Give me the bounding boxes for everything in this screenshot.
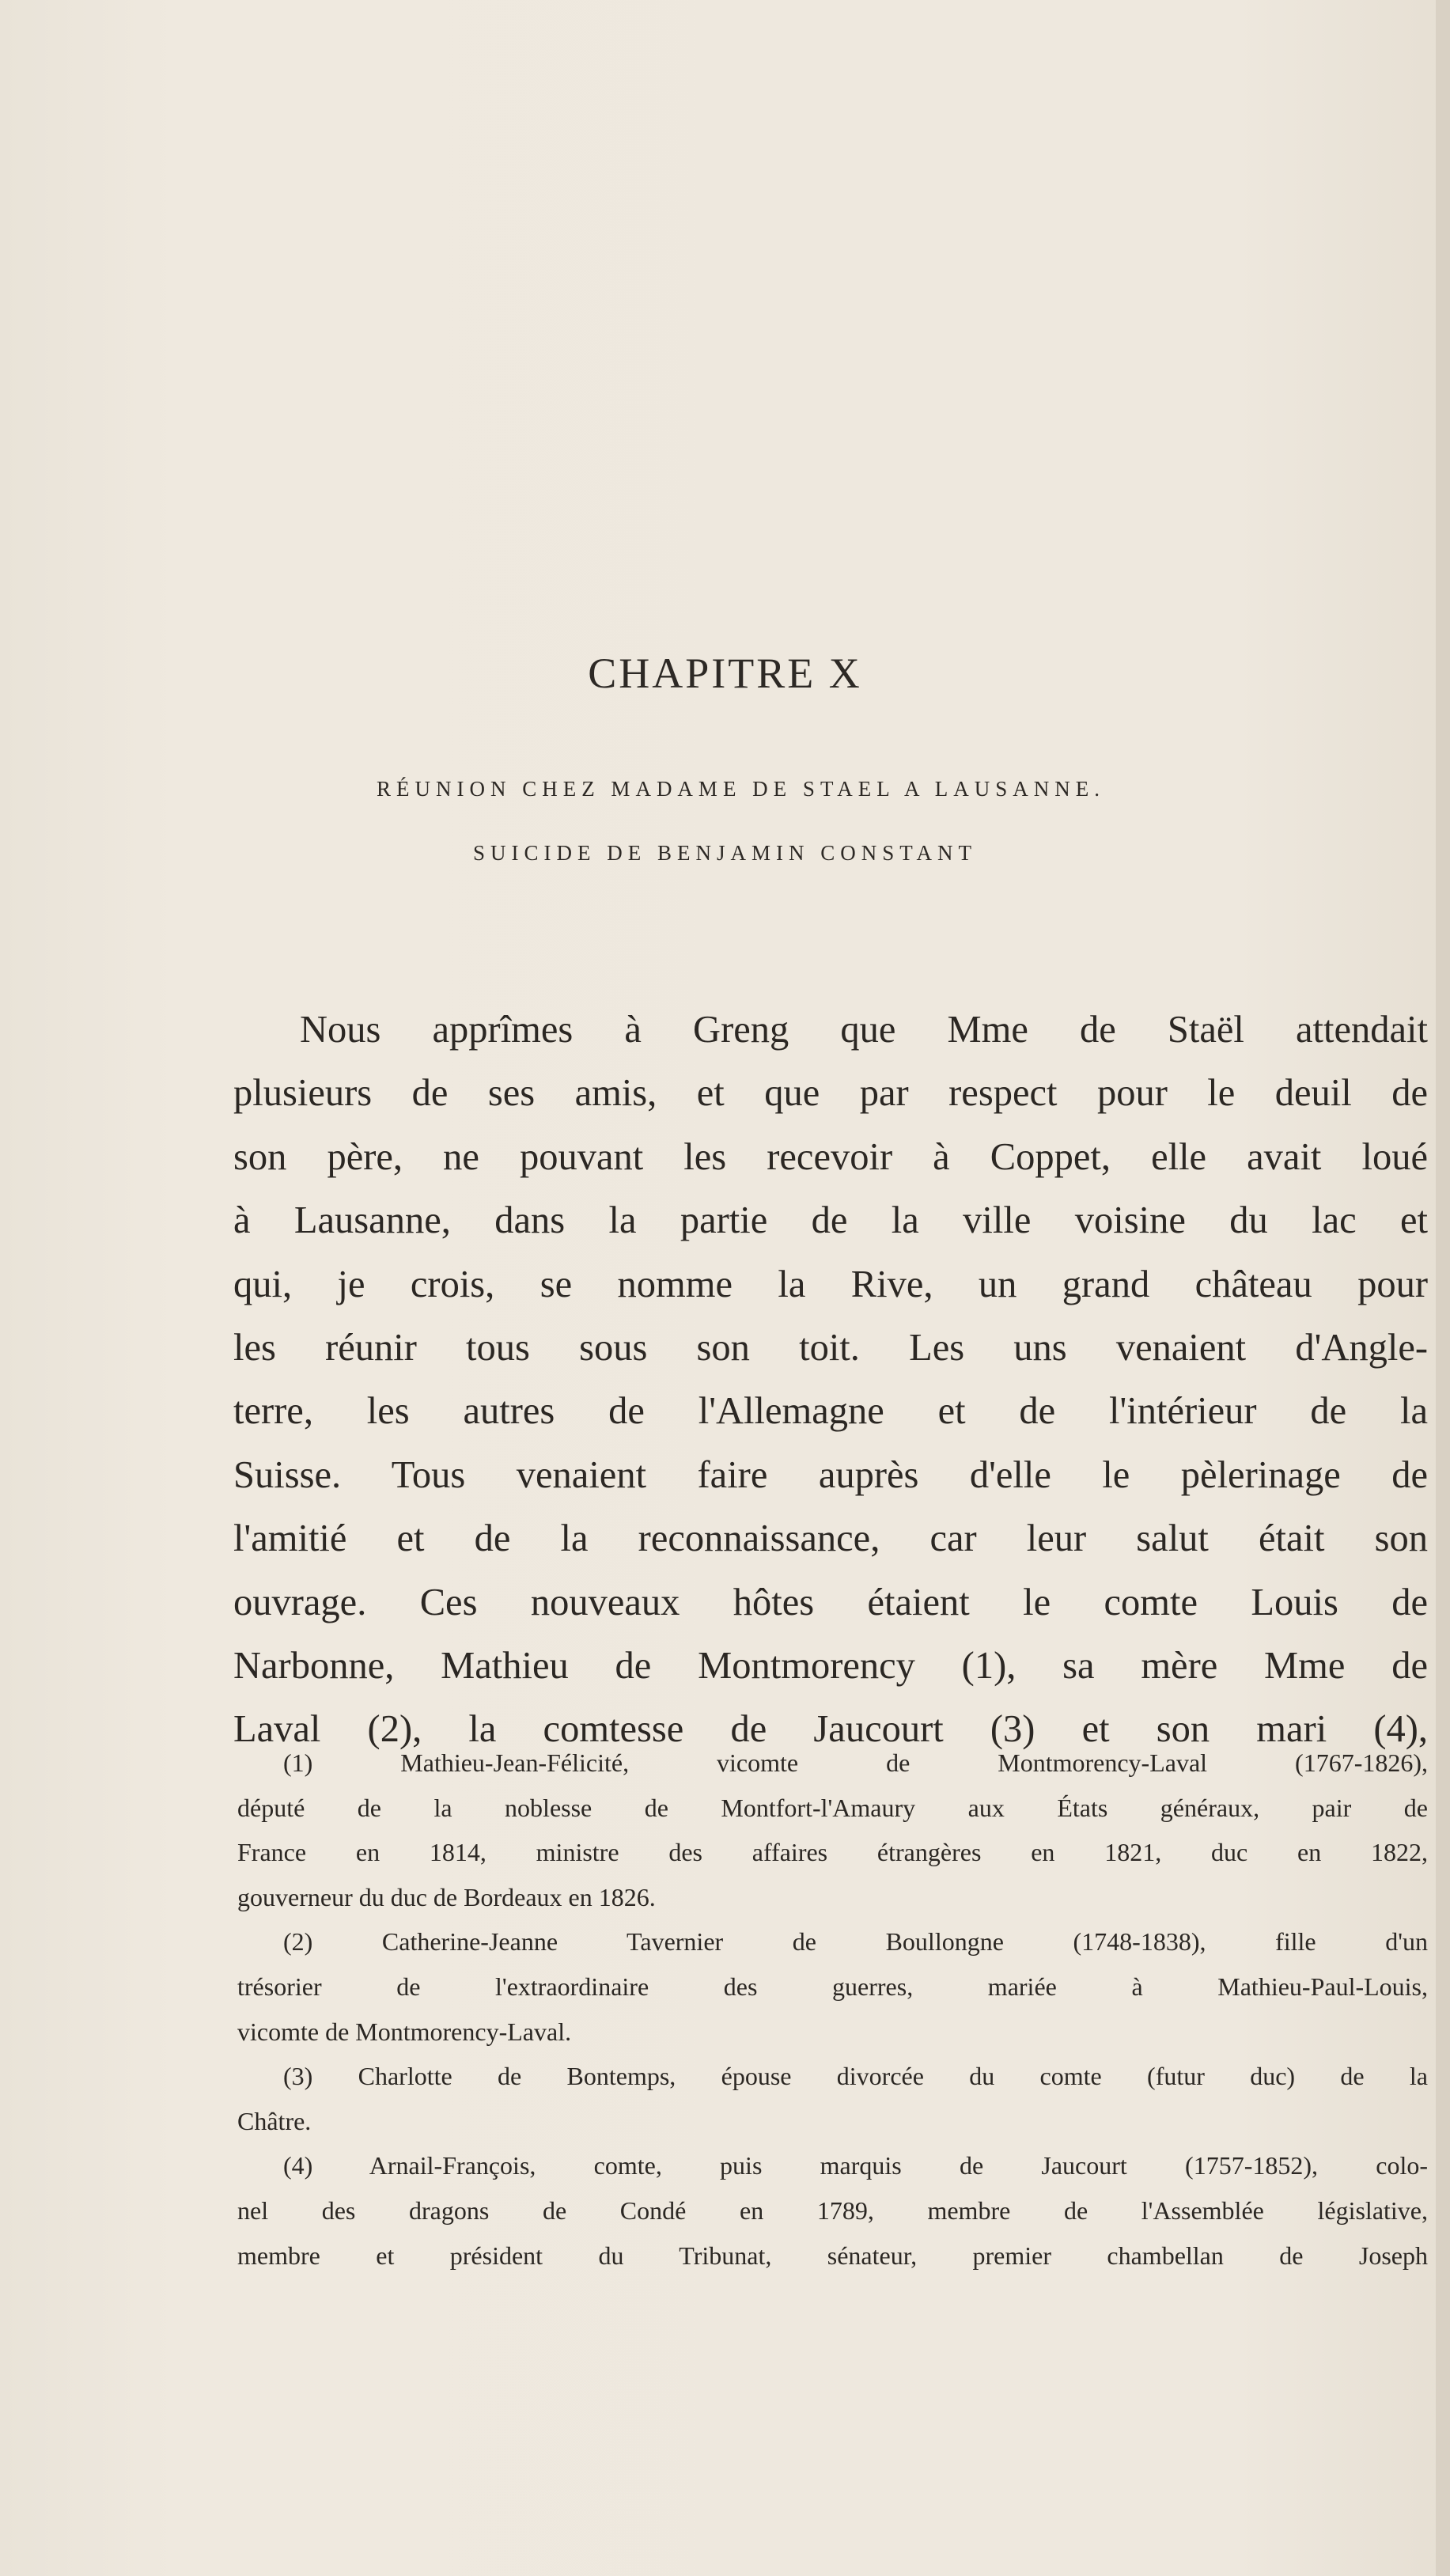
footnote-2 — [237, 1919, 1428, 2054]
body-line: terre, les autres de l'Allemagne et de l'intérieur de la — [233, 1390, 1428, 1433]
chapter-title: CHAPITRE X — [588, 650, 862, 697]
footnotes — [237, 1741, 1428, 2278]
body-line: ouvrage. Ces nouveaux hôtes étaient le comte Louis de — [233, 1581, 1428, 1623]
footnote-line: France en 1814, ministre des affaires étrangères en 1821, duc en 1822, — [237, 1838, 1428, 1867]
chapter-subtitle-line-1: RÉUNION CHEZ MADAME DE STAEL A LAUSANNE. — [376, 777, 1106, 801]
footnote-line: nel des dragons de Condé en 1789, membre de l'Assemblée législative, — [237, 2195, 1428, 2225]
body-line: Laval (2), la comtesse de Jaucourt (3) et son mari (4), — [233, 1708, 1428, 1751]
footnote-1 — [237, 1741, 1428, 1919]
body-line: Nous apprîmes à Greng que Mme de Staël attendait — [300, 1009, 1428, 1051]
footnote-line: gouverneur du duc de Bordeaux en 1826. — [237, 1882, 656, 1911]
body-paragraph — [233, 998, 1428, 1762]
footnote-line: (3) Charlotte de Bontemps, épouse divorcée du comte (futur duc) de la — [283, 2062, 1428, 2091]
body-line: les réunir tous sous son toit. Les uns venaient d'Angle- — [233, 1326, 1428, 1369]
footnote-line: (2) Catherine-Jeanne Tavernier de Boullongne (1748-1838), fille d'un — [283, 1927, 1428, 1957]
body-line: l'amitié et de la reconnaissance, car leur salut était son — [233, 1517, 1428, 1560]
footnote-line: député de la noblesse de Montfort-l'Amaury aux États généraux, pair de — [237, 1793, 1428, 1822]
body-line: plusieurs de ses amis, et que par respect pour le deuil de — [233, 1072, 1428, 1115]
body-line: qui, je crois, se nomme la Rive, un grand château pour — [233, 1263, 1428, 1305]
body-line: Narbonne, Mathieu de Montmorency (1), sa mère Mme de — [233, 1644, 1428, 1687]
footnote-line: (1) Mathieu-Jean-Félicité, vicomte de Montmorency-Laval (1767-1826), — [283, 1748, 1428, 1777]
footnote-4 — [237, 2143, 1428, 2278]
footnote-line: membre et président du Tribunat, sénateur, premier chambellan de Joseph — [237, 2241, 1428, 2270]
footnote-line: Châtre. — [237, 2106, 312, 2135]
body-line: à Lausanne, dans la partie de la ville voisine du lac et — [233, 1199, 1428, 1242]
body-line: son père, ne pouvant les recevoir à Coppet, elle avait loué — [233, 1135, 1428, 1178]
scan-edge — [1436, 0, 1450, 2576]
footnote-line: trésorier de l'extraordinaire des guerres, mariée à Mathieu-Paul-Louis, — [237, 1972, 1428, 2001]
footnote-line: vicomte de Montmorency-Laval. — [237, 2017, 572, 2046]
chapter-subtitle-line-2: SUICIDE DE BENJAMIN CONSTANT — [472, 841, 978, 865]
footnote-3 — [237, 2054, 1428, 2143]
footnote-line: (4) Arnail-François, comte, puis marquis de Jaucourt (1757-1852), colo- — [283, 2151, 1428, 2180]
body-line: Suisse. Tous venaient faire auprès d'elle le pèlerinage de — [233, 1453, 1428, 1496]
